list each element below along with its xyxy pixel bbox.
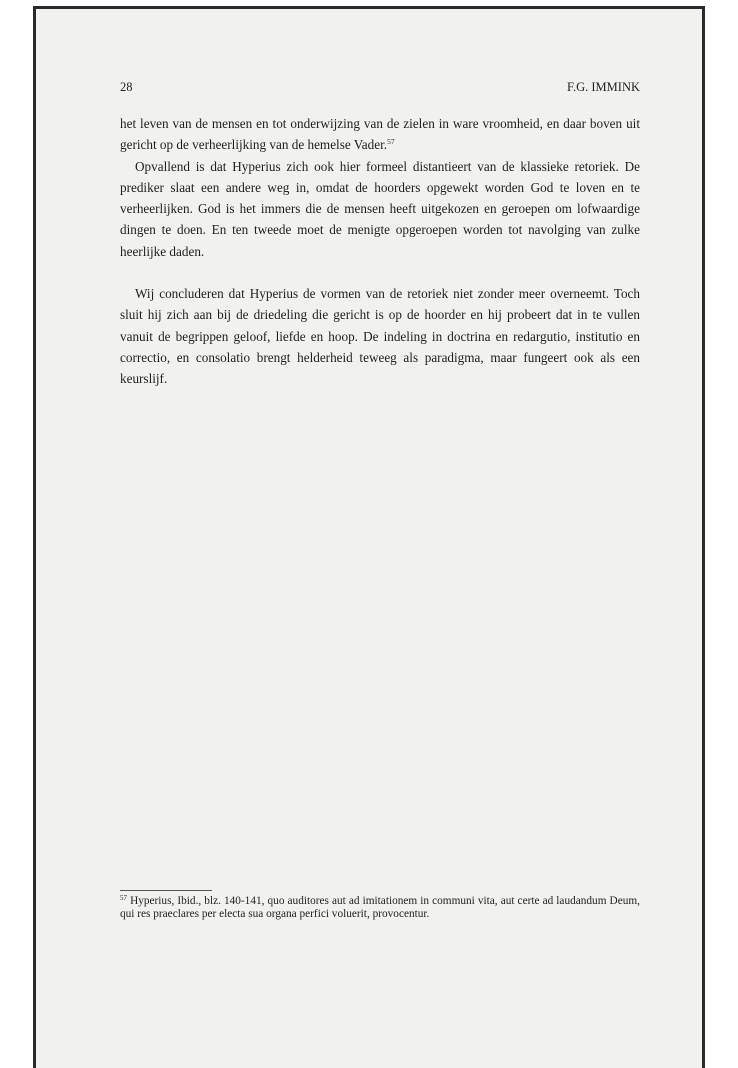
paragraph-text: het leven van de mensen en tot onderwijzing van de zielen in ware vroomheid, en daar boven uit gericht op de verheerlijking van de hemelse Vader. bbox=[120, 116, 640, 153]
footnote-number: 57 bbox=[120, 894, 127, 902]
footnote-text: Hyperius, Ibid., blz. 140-141, quo auditores aut ad imitationem in communi vita, aut certe ad laudandum Deum, qui res praeclares per electa sua organa perfici voluerit, provocentur. bbox=[120, 895, 640, 921]
paragraph: Opvallend is dat Hyperius zich ook hier formeel distantieert van de klassieke retoriek. De prediker slaat een andere weg in, omdat de hoorders opgewekt worden God te loven en te verheerlijken. God is het immers die de mensen heeft uitgekozen en geroepen om lofwaardige dingen te doen. En ten tweede moet de menigte opgeroepen worden tot navolging van zulke heerlijke daden. bbox=[120, 158, 640, 259]
paragraph-continued bbox=[120, 113, 640, 156]
paragraph: Wij concluderen dat Hyperius de vormen van de retoriek niet zonder meer overneemt. Toch sluit hij zich aan bij de driedeling die gericht is op de hoorder en hij probeert dat in te vullen vanuit de begrippen geloof, liefde en hoop. De indeling in doctrina en redargutio, institutio en correctio, en consolatio brengt helderheid teweeg als paradigma, maar fungeert ook als een keurslijf. bbox=[120, 286, 640, 387]
footnote-divider bbox=[120, 890, 212, 891]
running-head: F.G. IMMINK bbox=[567, 80, 640, 94]
body-text bbox=[120, 113, 640, 390]
footnote-reference: 57 bbox=[387, 137, 395, 147]
page-number: 28 bbox=[120, 80, 133, 94]
footnote bbox=[120, 895, 640, 922]
